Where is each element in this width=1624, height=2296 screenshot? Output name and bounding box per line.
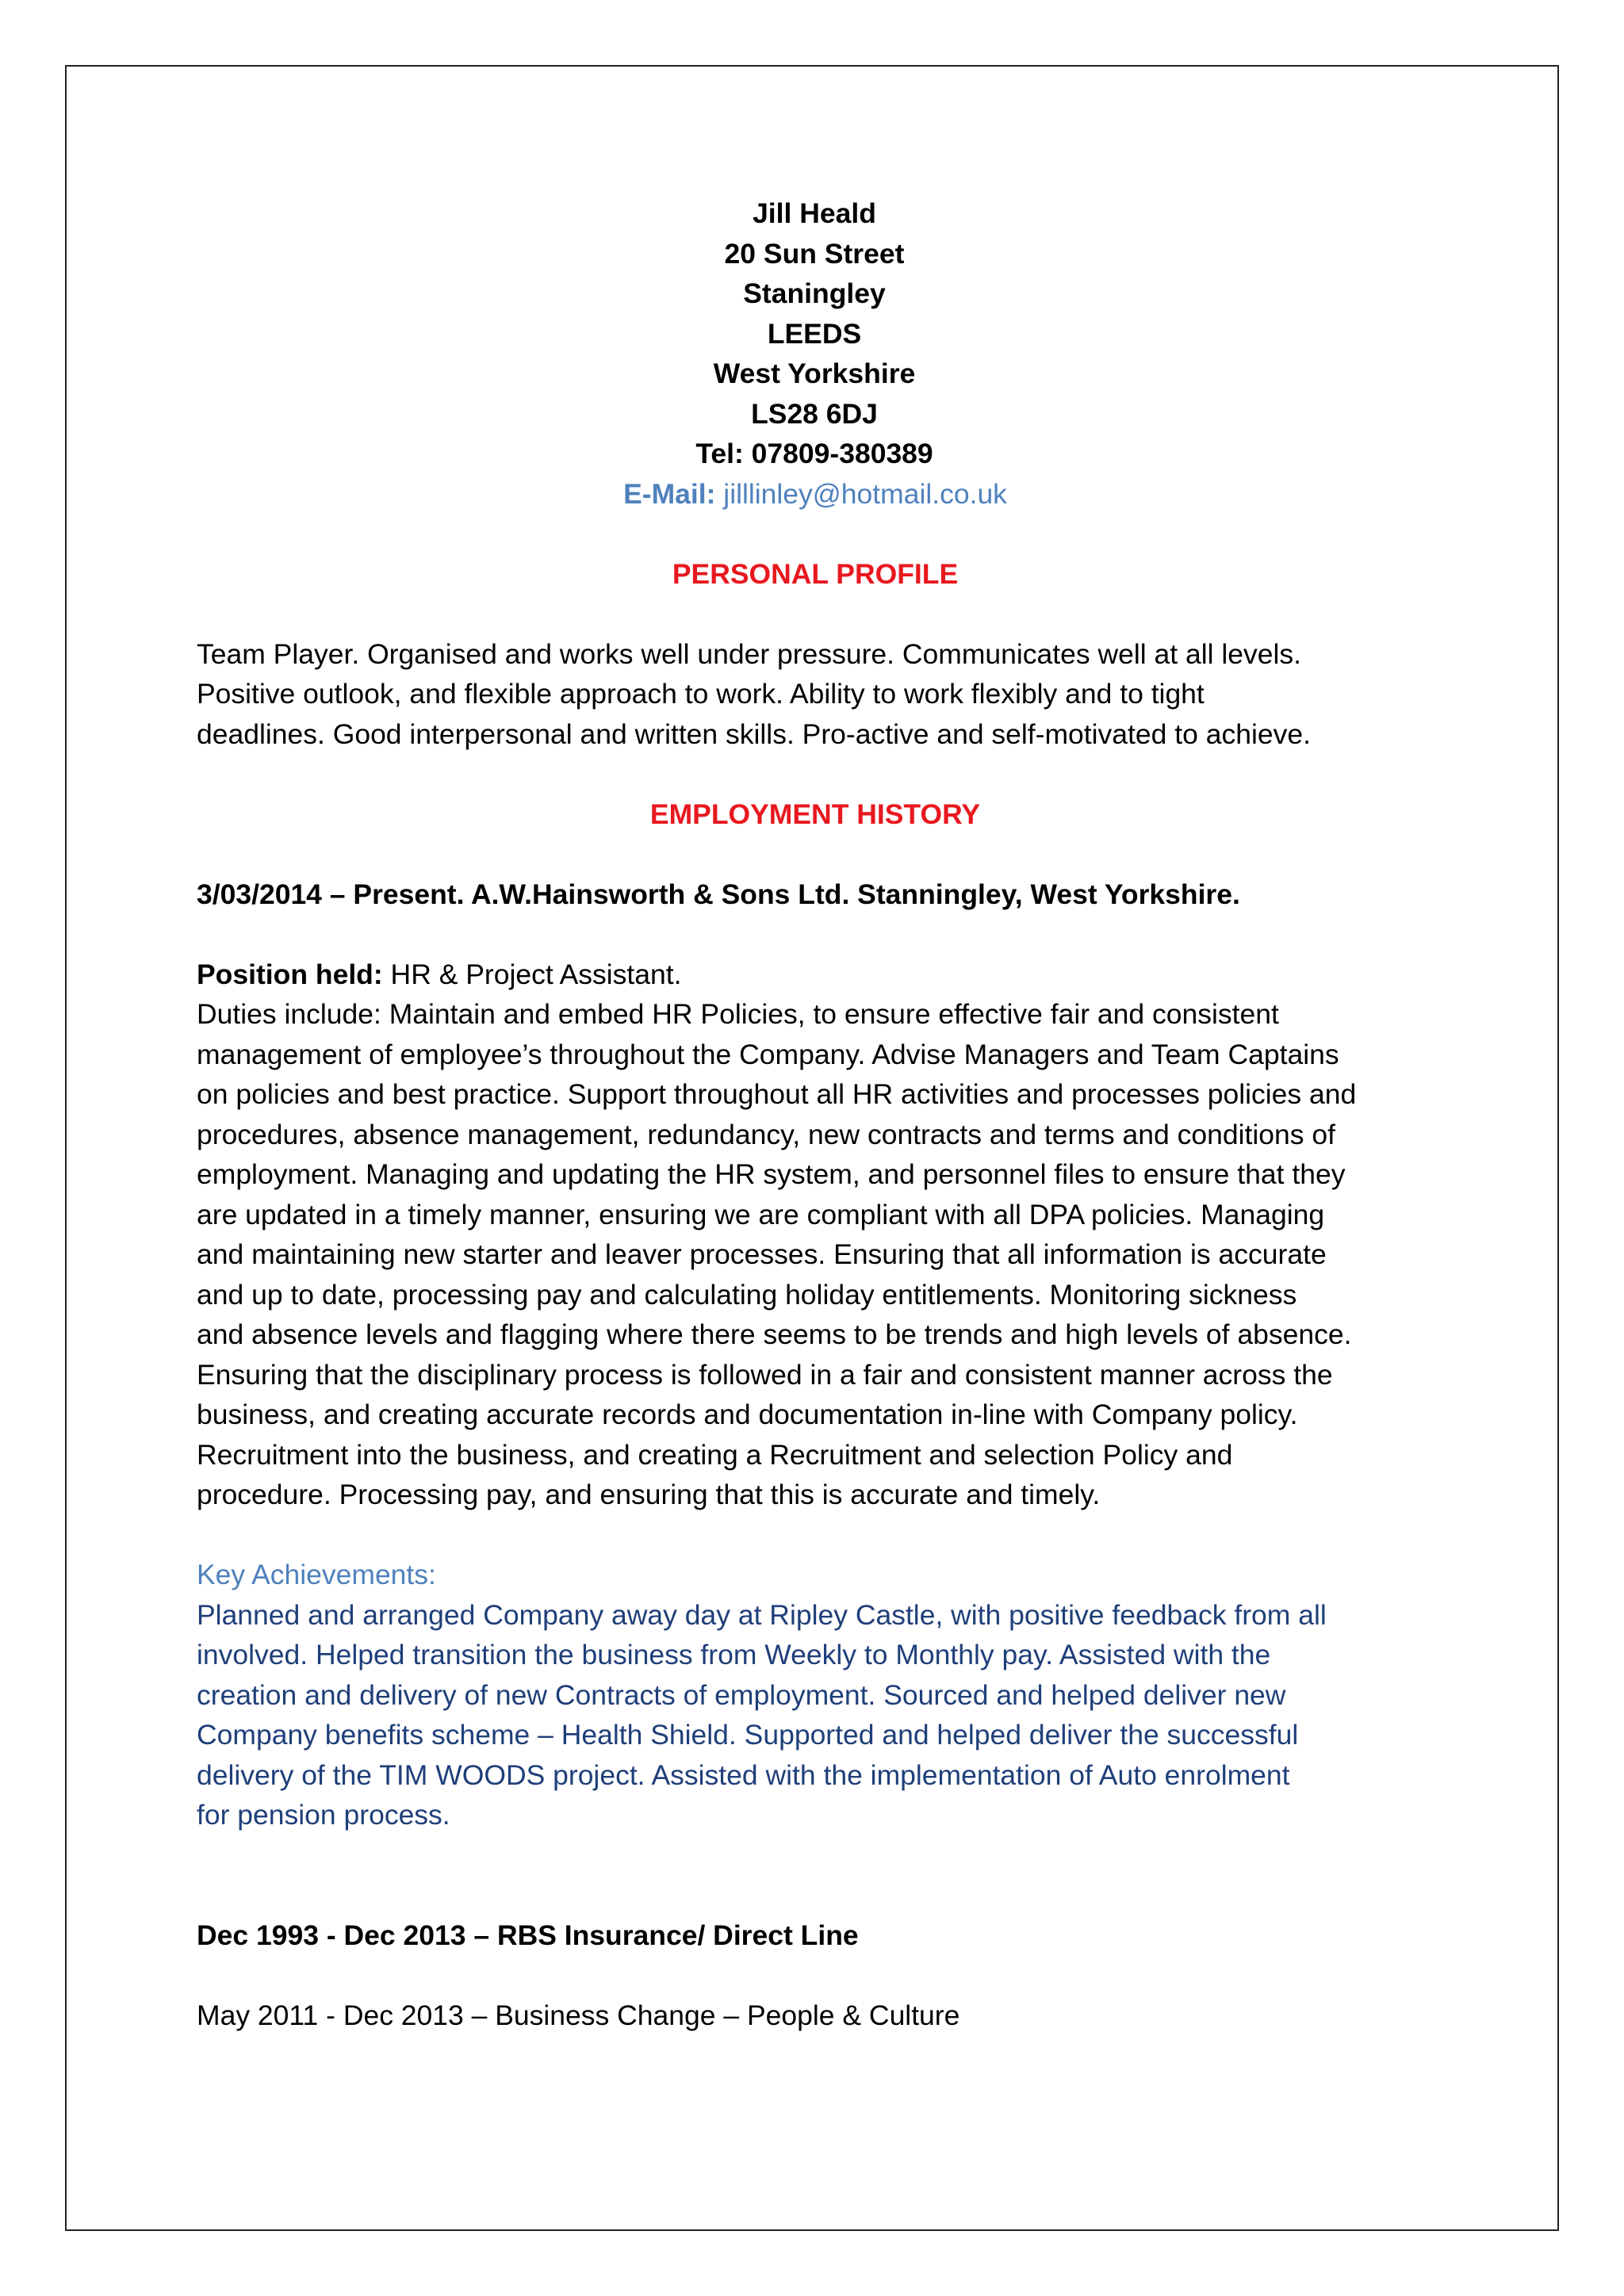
job2-sub-role: May 2011 - Dec 2013 – Business Change – People & Culture — [197, 1999, 960, 2031]
cv-document — [197, 193, 1434, 2035]
achievement-line: Company benefits scheme – Health Shield. Supported and helped deliver the successful — [197, 1719, 1299, 1751]
duties-line: Ensuring that the disciplinary process is followed in a fair and consistent manner across the — [197, 1358, 1333, 1391]
employment-history-heading: EMPLOYMENT HISTORY — [649, 798, 981, 830]
job1-title: 3/03/2014 – Present. A.W.Hainsworth & Sons Ltd. Stanningley, West Yorkshire. — [197, 878, 1240, 910]
job2-title: Dec 1993 - Dec 2013 – RBS Insurance/ Direct Line — [197, 1919, 859, 1951]
duties-line: business, and creating accurate records and documentation in-line with Company policy. — [197, 1399, 1298, 1430]
personal-profile-text — [197, 634, 1434, 755]
profile-line: Team Player. Organised and works well under pressure. Communicates well at all levels. — [197, 637, 1301, 670]
duties-line: Duties include: Maintain and embed HR Policies, to ensure effective fair and consistent — [197, 998, 1279, 1030]
job1-duties — [197, 994, 1434, 1515]
contact-area: Staningley — [743, 277, 886, 309]
achievement-line: delivery of the TIM WOODS project. Assisted with the implementation of Auto enrolment — [197, 1758, 1290, 1791]
contact-postcode: LS28 6DJ — [751, 397, 878, 430]
contact-county: West Yorkshire — [713, 358, 916, 389]
duties-line: procedure. Processing pay, and ensuring that this is accurate and timely. — [197, 1479, 1101, 1510]
email-link[interactable]: jilllinley@hotmail.co.uk — [715, 477, 1007, 510]
contact-tel: Tel: 07809-380389 — [695, 438, 933, 469]
contact-street: 20 Sun Street — [724, 237, 905, 270]
achievement-line: creation and delivery of new Contracts of employment. Sourced and helped deliver new — [197, 1678, 1286, 1711]
achievement-line: for pension process. — [197, 1799, 450, 1831]
duties-line: and maintaining new starter and leaver processes. Ensuring that all information is accurate — [197, 1238, 1327, 1270]
duties-line: and absence levels and flagging where there seems to be trends and high levels of absence. — [197, 1318, 1352, 1350]
duties-line: on policies and best practice. Support throughout all HR activities and processes policies and — [197, 1078, 1357, 1110]
email-label: E-Mail: — [623, 477, 716, 510]
duties-line: Recruitment into the business, and creating a Recruitment and selection Policy and — [197, 1438, 1233, 1471]
achievement-line: Planned and arranged Company away day at Ripley Castle, with positive feedback from all — [197, 1598, 1327, 1631]
profile-line: Positive outlook, and flexible approach to work. Ability to work flexibly and to tight — [197, 678, 1205, 710]
duties-line: are updated in a timely manner, ensuring we are compliant with all DPA policies. Managing — [197, 1198, 1325, 1230]
contact-block — [195, 193, 1434, 474]
key-achievements-text — [197, 1595, 1434, 1835]
duties-line: employment. Managing and updating the HR system, and personnel files to ensure that they — [197, 1158, 1346, 1190]
contact-email-line — [197, 474, 1434, 515]
job1-position — [197, 955, 1434, 995]
position-value: HR & Project Assistant. — [382, 958, 682, 990]
profile-line: deadlines. Good interpersonal and written skills. Pro-active and self-motivated to achieve. — [197, 718, 1311, 750]
position-label: Position held: — [197, 958, 383, 990]
contact-name: Jill Heald — [753, 197, 876, 229]
duties-line: procedures, absence management, redundancy, new contracts and terms and conditions of — [197, 1118, 1335, 1150]
personal-profile-heading: PERSONAL PROFILE — [672, 557, 959, 590]
duties-line: and up to date, processing pay and calculating holiday entitlements. Monitoring sickness — [197, 1278, 1297, 1311]
key-achievements-title: Key Achievements: — [197, 1559, 436, 1590]
duties-line: management of employee’s throughout the Company. Advise Managers and Team Captains — [197, 1038, 1339, 1070]
contact-city: LEEDS — [767, 317, 862, 350]
achievement-line: involved. Helped transition the business from Weekly to Monthly pay. Assisted with the — [197, 1639, 1271, 1670]
